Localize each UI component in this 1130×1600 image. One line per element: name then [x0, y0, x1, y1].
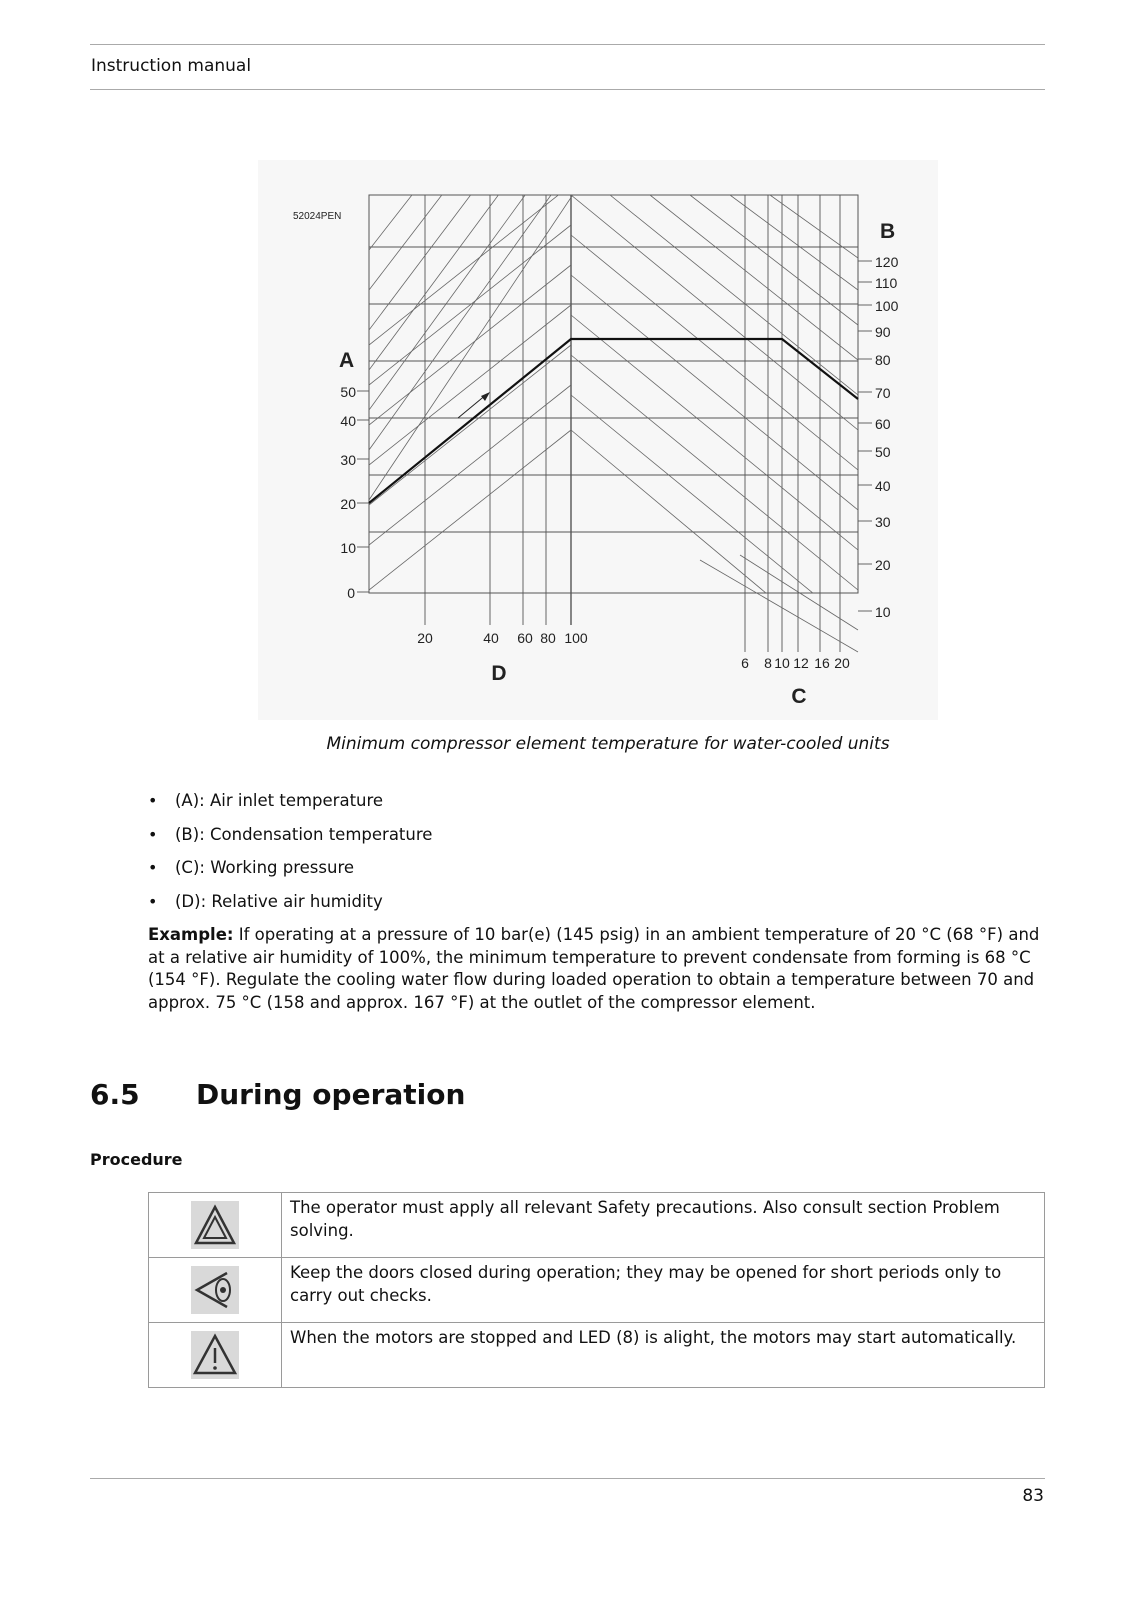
left-diagonal — [369, 385, 571, 545]
procedure-text: Keep the doors closed during operation; they may be opened for short periods only to carry out checks. — [282, 1258, 1045, 1323]
b-tick-label: 50 — [875, 444, 891, 460]
b-tick-label: 110 — [875, 275, 898, 291]
right-diagonal — [690, 195, 858, 325]
right-diagonal — [610, 195, 858, 395]
right-diagonal — [571, 195, 858, 430]
a-tick-label: 40 — [340, 413, 356, 429]
b-tick-label: 60 — [875, 416, 891, 432]
table-row — [149, 1193, 1045, 1258]
page-number: 83 — [1022, 1486, 1044, 1506]
b-tick-label: 100 — [875, 298, 899, 314]
d-tick-label: 20 — [417, 630, 433, 646]
right-diagonal — [770, 195, 858, 258]
a-axis-labels — [340, 384, 356, 601]
right-diagonal — [650, 195, 858, 360]
axis-letter-c: C — [791, 685, 807, 708]
a-tick-label: 0 — [347, 585, 355, 601]
example-paragraph — [148, 924, 1048, 1014]
a-axis-ticks — [357, 391, 369, 592]
d-tick-label: 100 — [564, 630, 588, 646]
figure-caption: Minimum compressor element temperature for water-cooled units — [326, 734, 890, 754]
axis-letter-a: A — [339, 349, 355, 372]
b-axis-labels — [875, 254, 899, 620]
section-number: 6.5 — [90, 1078, 140, 1111]
plot-frame — [369, 195, 858, 593]
b-tick-label: 120 — [875, 254, 899, 270]
c-tick-label: 10 — [774, 655, 790, 671]
a-tick-label: 20 — [340, 496, 356, 512]
section-title: During operation — [196, 1078, 466, 1111]
header-rule-top — [90, 44, 1045, 45]
exclamation-warning-icon — [191, 1331, 239, 1379]
a-tick-label: 30 — [340, 452, 356, 468]
left-diagonal — [369, 185, 571, 345]
example-label: Example: — [148, 925, 234, 944]
triangle-safety-icon — [191, 1201, 239, 1249]
b-axis-ticks — [858, 261, 872, 611]
procedure-heading: Procedure — [90, 1150, 183, 1169]
icon-cell — [149, 1323, 282, 1388]
right-diagonal — [571, 430, 858, 670]
right-diagonal — [571, 315, 858, 550]
condensation-chart-figure — [258, 160, 938, 720]
list-item: • (A): Air inlet temperature — [148, 790, 432, 824]
b-tick-label: 10 — [875, 604, 891, 620]
table-row — [149, 1323, 1045, 1388]
example-text: If operating at a pressure of 10 bar(e) (145 psig) in an ambient temperature of 20 °C (68 °F) and at a relative air humidity of 100%, the minimum temperature to prevent condensate from forming is 68 °C (154 °F). Regulate the cooling water flow during loaded operation to obtain a temperature between 70 and approx. 75 °C (158 and approx. 167 °F) at the outlet of the compressor element. — [148, 925, 1040, 1012]
c-tick-label: 16 — [814, 655, 830, 671]
condensation-chart — [258, 160, 938, 720]
b-tick-label: 80 — [875, 352, 891, 368]
d-tick-label: 80 — [540, 630, 556, 646]
left-diagonal — [369, 265, 571, 425]
eye-warning-icon — [191, 1266, 239, 1314]
legend-list — [148, 790, 432, 924]
list-item: • (C): Working pressure — [148, 857, 432, 891]
d-tick-label: 40 — [483, 630, 499, 646]
left-diagonal — [369, 160, 576, 370]
pressure-diagonal — [700, 560, 858, 652]
footer-rule — [90, 1478, 1045, 1479]
procedure-text: The operator must apply all relevant Safety precautions. Also consult section Problem solving. — [282, 1193, 1045, 1258]
humidity-verticals — [425, 195, 571, 625]
right-diagonal — [571, 355, 858, 590]
left-diagonal — [369, 345, 571, 505]
left-diagonal — [369, 160, 576, 410]
figure-code: 52024PEN — [293, 211, 342, 222]
c-tick-label: 12 — [793, 655, 809, 671]
table-row — [149, 1258, 1045, 1323]
d-axis-labels — [417, 630, 588, 646]
b-tick-label: 90 — [875, 324, 891, 340]
icon-cell — [149, 1193, 282, 1258]
a-tick-label: 10 — [340, 540, 356, 556]
list-item: • (D): Relative air humidity — [148, 891, 432, 925]
header-title: Instruction manual — [91, 56, 252, 76]
pressure-verticals — [745, 195, 840, 652]
right-diagonal — [571, 235, 858, 470]
procedure-text: When the motors are stopped and LED (8) is alight, the motors may start automatically. — [282, 1323, 1045, 1388]
arrow-head — [481, 392, 490, 401]
icon-cell — [149, 1258, 282, 1323]
header-rule-bottom — [90, 89, 1045, 90]
c-tick-label: 6 — [741, 655, 749, 671]
pressure-diagonals — [700, 555, 858, 652]
example-path-line — [369, 339, 858, 503]
left-diagonal — [369, 160, 576, 290]
b-tick-label: 40 — [875, 478, 891, 494]
b-tick-label: 70 — [875, 385, 891, 401]
right-diagonal — [571, 395, 858, 630]
c-tick-label: 20 — [834, 655, 850, 671]
procedure-table — [148, 1192, 1045, 1388]
b-tick-label: 20 — [875, 557, 891, 573]
c-axis-labels — [741, 655, 850, 671]
axis-letter-d: D — [491, 662, 507, 685]
c-tick-label: 8 — [764, 655, 772, 671]
axis-letter-b: B — [880, 220, 896, 243]
list-item: • (B): Condensation temperature — [148, 824, 432, 858]
b-tick-label: 30 — [875, 514, 891, 530]
a-tick-label: 50 — [340, 384, 356, 400]
d-tick-label: 60 — [517, 630, 533, 646]
left-diagonal — [369, 190, 576, 500]
